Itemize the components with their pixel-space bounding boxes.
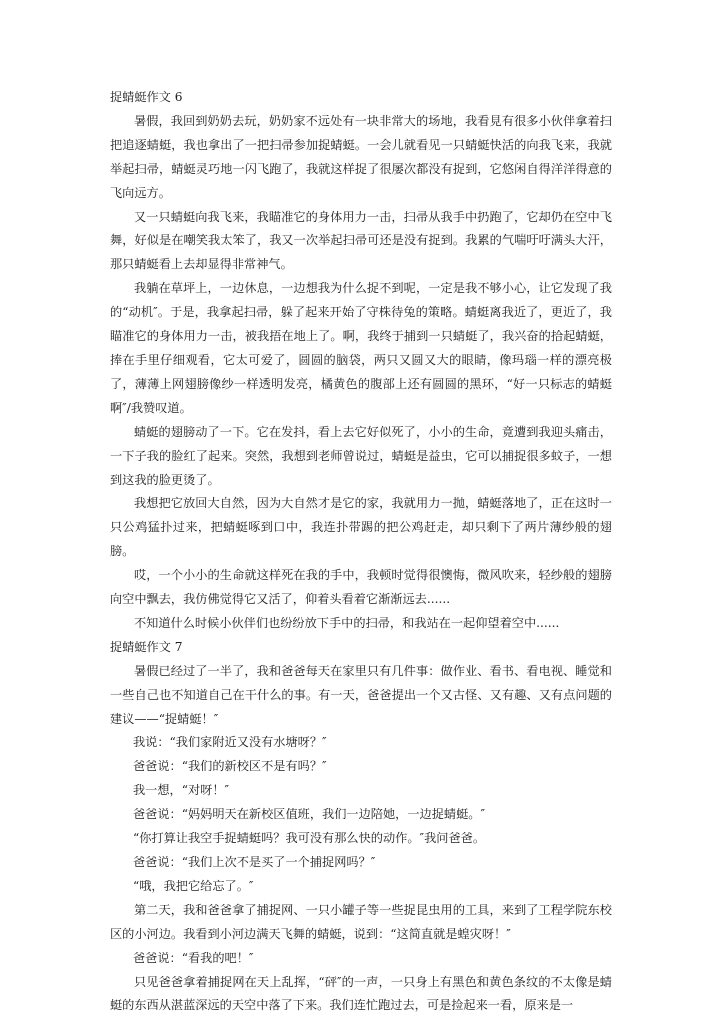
dialogue-line: 爸爸说：“妈妈明天在新校区值班，我们一边陪她，一边捉蜻蜓。″	[133, 807, 486, 822]
paragraph: 第二天，我和爸爸拿了捕捉网、一只小罐子等一些捉昆虫用的工具，来到了工程学院东校区的小河边。我看到小河边满天飞舞的蜻蜓，说到：“这简直就是蝗灾呀！″	[110, 902, 612, 941]
paragraph: 只见爸爸拿着捕捉网在天上乱挥，“砰″的一声，一只身上有黑色和黄色条纹的不太像是蜻蜓的东西从湛蓝深远的天空中落了下来。我们连忙跑过去，可是捡起来一看，原来是一	[110, 974, 612, 1013]
paragraph: 不知道什么时候小伙伴们也纷纷放下手中的扫帚，和我站在一起仰望着空中......	[134, 615, 560, 630]
paragraph: 蜻蜓的翅膀动了一下。它在发抖，看上去它好似死了，小小的生命，竟遭到我迎头痛击，一下子我的脸红了起来。突然，我想到老师曾说过，蜻蜓是益虫，它可以捕捉很多蚊子，一想到这我的脸更烫了。	[110, 424, 612, 487]
document-page	[110, 86, 612, 1018]
paragraph: 又一只蜻蜓向我飞来，我瞄准它的身体用力一击，扫帚从我手中扔跑了，它却仍在空中飞舞，好似是在嘲笑我太笨了，我又一次举起扫帚可还是没有捉到。我累的气喘吁吁满头大汗，那只蜻蜓看上去却显得非常神气。	[110, 209, 612, 272]
dialogue-line: 爸爸说：“我们的新校区不是有吗？″	[133, 759, 327, 774]
paragraph: 暑假，我回到奶奶去玩，奶奶家不远处有一块非常大的场地，我看見有很多小伙伴拿着扫把追逐蜻蜓，我也拿出了一把扫帚参加捉蜻蜓。一会儿就看见一只蜻蜓快活的向我飞来，我就举起扫帚，蜻蜓灵巧地一闪飞跑了，我就这样捉了很屡次都没有捉到，它悠闲自得洋洋得意的飞向远方。	[110, 113, 612, 200]
paragraph: 哎，一个小小的生命就这样死在我的手中，我顿时觉得很懊悔，微风吹来，轻纱般的翅膀向空中飘去，我仿佛觉得它又活了，仰着头看着它渐渐远去......	[110, 568, 612, 607]
dialogue-line: “哦，我把它给忘了。″	[133, 878, 254, 893]
dialogue-line: 我说：“我们家附近又没有水塘呀？″	[133, 735, 327, 750]
essay-section-6	[110, 86, 612, 636]
essay-title: 捉蜻蜓作文 6	[110, 90, 183, 104]
paragraph: 暑假已经过了一半了，我和爸爸每天在家里只有几件事：做作业、看书、看电视、睡觉和一些自己也不知道自己在干什么的事。有一天，爸爸提出一个又古怪、又有趣、又有点问题的建议——“捉蜻蜓！″	[110, 663, 612, 726]
dialogue-line: 我一想，“对呀！″	[133, 783, 230, 798]
essay-section-7	[110, 636, 612, 1018]
dialogue-line: 爸爸说：“我们上次不是买了一个捕捉网吗？″	[133, 855, 376, 869]
paragraph: 我躺在草坪上，一边休息，一边想我为什么捉不到呢，一定是我不够小心，让它发现了我的“动机″。于是，我拿起扫帚，躲了起来开始了守株待兔的策略。蜻蜓离我近了，更近了，我瞄准它的身体用力一击，被我捂在地上了。啊，我终于捕到一只蜻蜓了，我兴奋的拾起蜻蜓，捧在手里仔细观看，它太可爱了，圆圆的脑袋，两只又圆又大的眼睛，像玛瑙一样的漂亮极了，薄薄上网翅膀像纱一样透明发亮，橘黄色的腹部上还有圆圆的黑环，“好一只标志的蜻蜓啊″/我赞叹道。	[110, 281, 612, 415]
essay-title: 捉蜻蜓作文 7	[110, 639, 183, 654]
dialogue-line: 爸爸说：“看我的吧！″	[133, 950, 254, 965]
paragraph: 我想把它放回大自然，因为大自然才是它的家，我就用力一抛，蜻蜓落地了，正在这时一只公鸡猛扑过来，把蜻蜓啄到口中，我连扑带踢的把公鸡赶走，却只剩下了两片薄纱般的翅膀。	[110, 496, 612, 559]
dialogue-line: “你打算让我空手捉蜻蜓吗？我可没有那么快的动作。″我问爸爸。	[133, 831, 486, 846]
